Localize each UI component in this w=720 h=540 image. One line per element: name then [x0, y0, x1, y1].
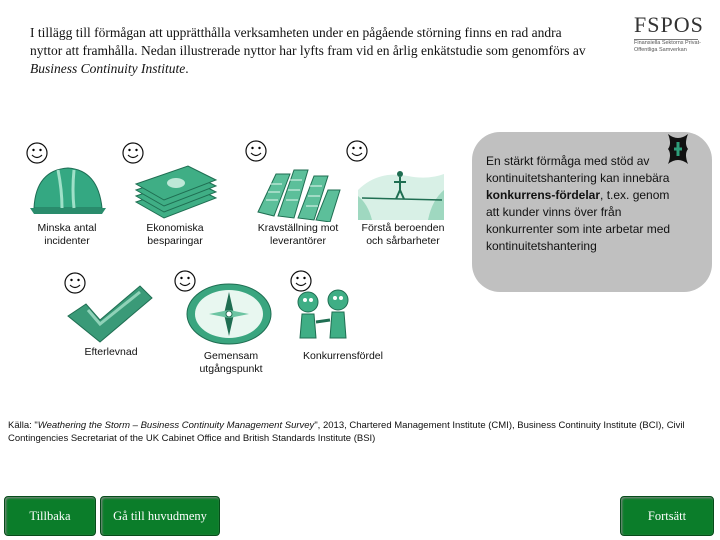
- benefit-label: Gemensam utgångspunkt: [199, 350, 263, 375]
- smiley-icon: [245, 140, 267, 162]
- money-stack-icon: [128, 162, 220, 224]
- source-rest: ", 2013, Chartered Management Institute (CMI), Business Continuity Institute (BCI), Civil Contingencies Secretariat of the UK Cabinet Office and British Standards Institute (BSI): [8, 420, 685, 444]
- main-menu-button[interactable]: Gå till huvudmeny: [100, 496, 220, 536]
- intro-end: .: [185, 61, 189, 76]
- intro-paragraph: [30, 24, 590, 78]
- callout-part1: En stärkt förmåga med stöd av kontinuitetshantering kan innebära: [486, 154, 670, 185]
- buildings-icon: [256, 160, 342, 222]
- intro-text: I tillägg till förmågan att upprätthålla verksamheten under en pågående störning finns en rad andra nyttor att framhålla. Nedan illustrerade nyttor har lyfts fram vid en årlig enkätstudie som genomförs av: [30, 25, 586, 58]
- logo-subtitle-1: Finansiella Sektorns Privat-: [634, 40, 701, 46]
- checkmark-icon: [64, 282, 156, 344]
- benefit-label: Konkurrensfördel: [303, 350, 383, 362]
- puzzle-icon: [664, 132, 692, 166]
- source-title: Weathering the Storm – Business Continuity Management Survey: [37, 420, 315, 431]
- smiley-icon: [346, 140, 368, 162]
- continue-button[interactable]: Fortsätt: [620, 496, 714, 536]
- benefit-label: Efterlevnad: [84, 346, 138, 358]
- tightrope-icon: [358, 160, 444, 220]
- intro-institute: Business Continuity Institute: [30, 61, 186, 76]
- benefit-label: Ekonomiska besparingar: [146, 222, 204, 247]
- back-button[interactable]: Tillbaka: [4, 496, 96, 536]
- fspos-logo: [634, 14, 706, 54]
- benefit-label: Förstå beroenden och sårbarheter: [361, 222, 445, 247]
- helmet-icon: [28, 160, 108, 220]
- benefit-label: Minska antal incidenter: [37, 222, 97, 247]
- source-citation: [8, 419, 708, 445]
- logo-word: FSPOS: [634, 12, 704, 37]
- logo-subtitle-2: Offentliga Samverkan: [634, 47, 687, 53]
- team-icon: [294, 288, 354, 342]
- callout-part2: , t.ex. genom att kunder vinns över från konkurrenter som inte arbetar med kontinuitetshantering: [486, 188, 671, 253]
- compass-icon: [184, 282, 274, 346]
- smiley-icon: [122, 142, 144, 164]
- benefit-label: Kravställning mot leverantörer: [257, 222, 339, 247]
- callout-text: [486, 153, 676, 255]
- source-prefix: Källa: ": [8, 420, 38, 431]
- callout-bold: konkurrens-fördelar: [486, 188, 601, 202]
